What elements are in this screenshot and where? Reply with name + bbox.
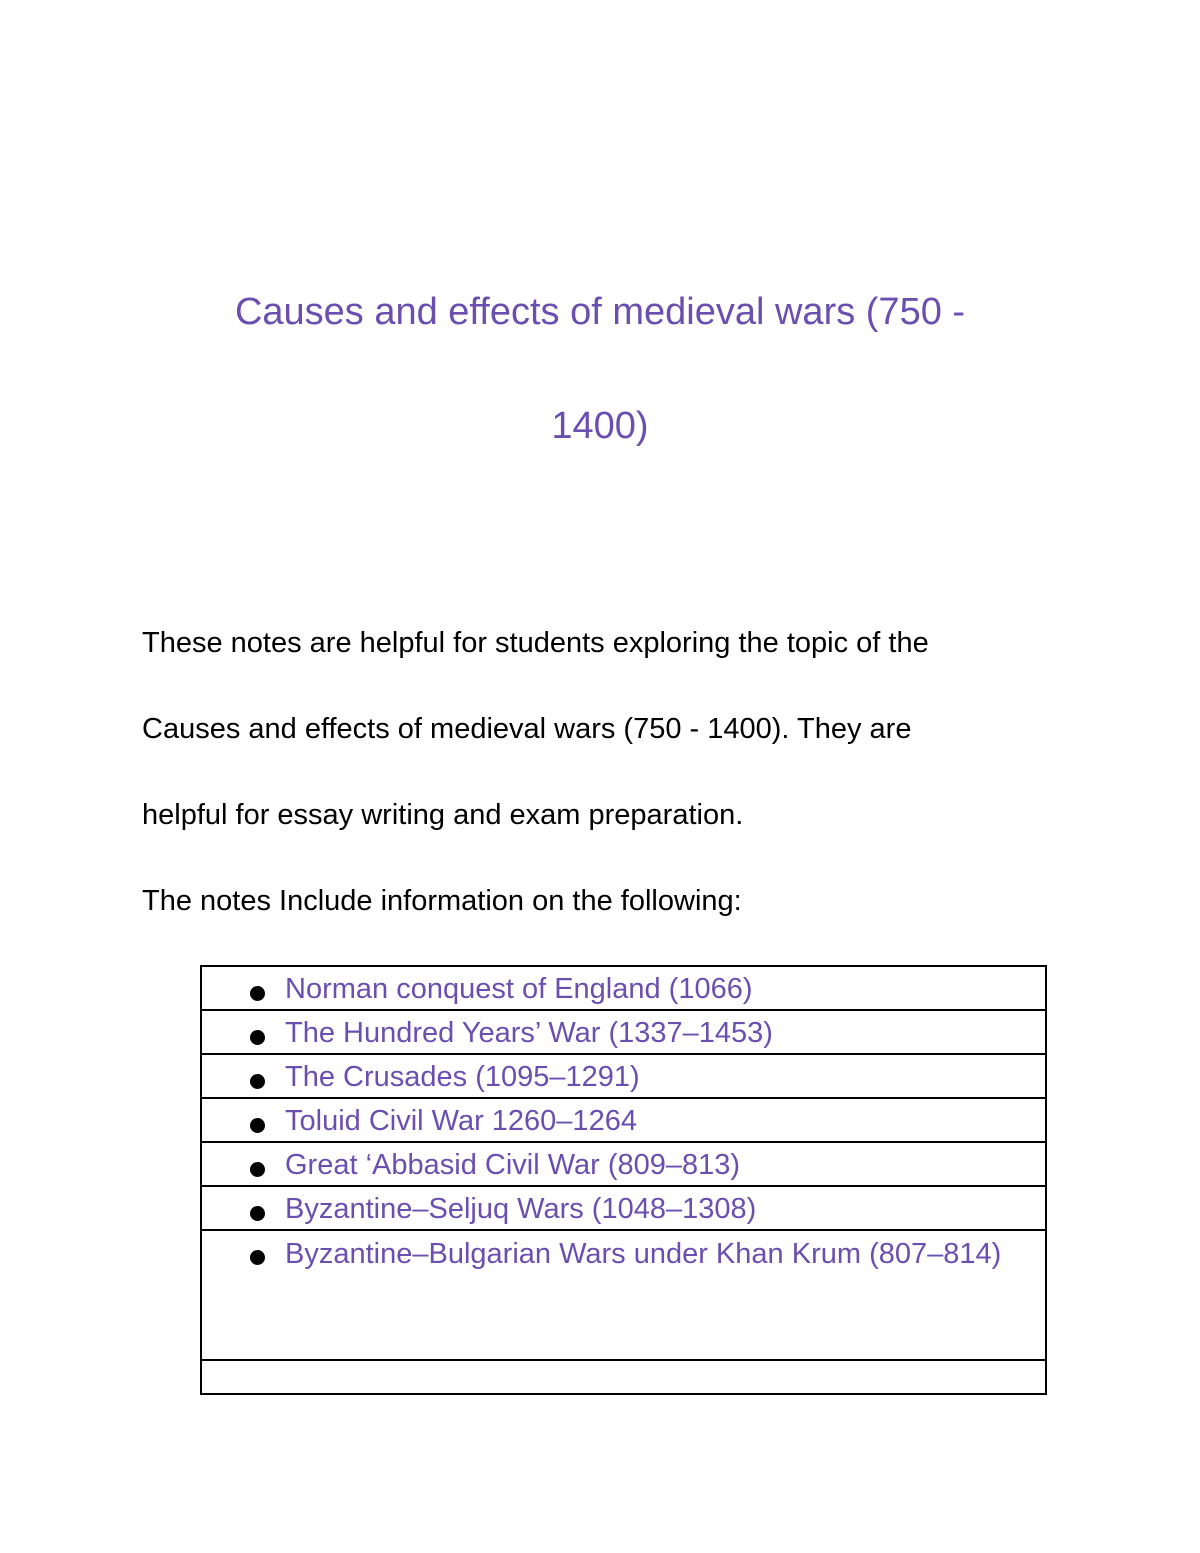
table-cell bbox=[201, 1054, 1046, 1098]
topic-label: The Hundred Years’ War (1337–1453) bbox=[285, 1017, 773, 1049]
bullet-icon bbox=[250, 1074, 265, 1089]
topic-label: Toluid Civil War 1260–1264 bbox=[285, 1105, 637, 1137]
intro-paragraph bbox=[142, 600, 1082, 858]
empty-table-row bbox=[201, 1360, 1046, 1394]
table-row bbox=[201, 1054, 1046, 1098]
bullet-icon bbox=[250, 1030, 265, 1045]
table-cell bbox=[201, 966, 1046, 1010]
table-row bbox=[201, 1142, 1046, 1186]
topic-label: Byzantine–Seljuq Wars (1048–1308) bbox=[285, 1193, 757, 1225]
bullet-icon bbox=[250, 1118, 265, 1133]
list-item bbox=[202, 1055, 1045, 1097]
table-row bbox=[201, 1230, 1046, 1360]
table-row bbox=[201, 1098, 1046, 1142]
intro-line-3: helpful for essay writing and exam preparation. bbox=[142, 799, 744, 831]
document-title bbox=[130, 255, 1070, 483]
document-title-line-1: Causes and effects of medieval wars (750 - bbox=[234, 291, 966, 333]
table-cell bbox=[201, 1230, 1046, 1360]
intro-line-2: Causes and effects of medieval wars (750 - 1400). They are bbox=[142, 713, 912, 745]
table-row bbox=[201, 1010, 1046, 1054]
list-item bbox=[202, 967, 1045, 1009]
bullet-icon bbox=[250, 1206, 265, 1221]
topic-label: Byzantine–Bulgarian Wars under Khan Krum (807–814) bbox=[285, 1238, 1002, 1270]
table-cell bbox=[201, 1360, 1046, 1394]
list-item bbox=[202, 1099, 1045, 1141]
list-item bbox=[202, 1143, 1045, 1185]
list-item bbox=[202, 1011, 1045, 1053]
topics-lead-text: The notes Include information on the following: bbox=[142, 885, 742, 917]
table-cell bbox=[201, 1098, 1046, 1142]
table-row bbox=[201, 966, 1046, 1010]
topic-label: Great ‘Abbasid Civil War (809–813) bbox=[285, 1149, 741, 1181]
document-title-line-2: 1400) bbox=[551, 405, 649, 447]
topics-table bbox=[200, 965, 1047, 1395]
table-cell bbox=[201, 1142, 1046, 1186]
topic-label: Norman conquest of England (1066) bbox=[285, 973, 753, 1005]
bullet-icon bbox=[250, 986, 265, 1001]
topic-label: The Crusades (1095–1291) bbox=[285, 1061, 640, 1093]
intro-line-1: These notes are helpful for students exploring the topic of the bbox=[142, 627, 929, 659]
table-cell bbox=[201, 1010, 1046, 1054]
list-item bbox=[202, 1231, 1045, 1297]
bullet-icon bbox=[250, 1162, 265, 1177]
bullet-icon bbox=[250, 1250, 265, 1265]
